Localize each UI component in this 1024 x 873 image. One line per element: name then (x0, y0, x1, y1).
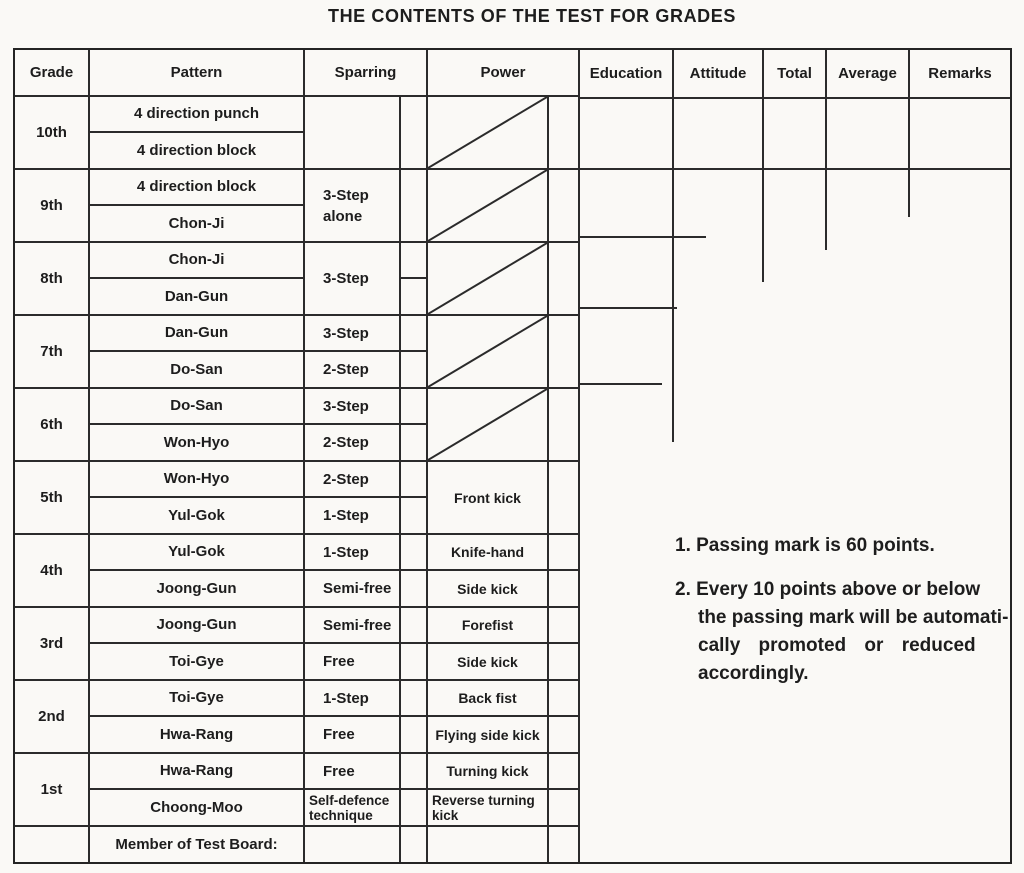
column-power (428, 50, 580, 862)
sparring-cell-1st-b: Self-defence technique (305, 790, 399, 827)
diagonal-strike-line (428, 97, 547, 168)
pattern-cell-1st-b: Choong-Moo (90, 790, 303, 827)
power-values-subcolumn (428, 97, 549, 862)
partial-row-line (580, 383, 662, 385)
pattern-cell-4th-a: Yul-Gok (90, 535, 303, 571)
grade-cell-3rd: 3rd (15, 608, 88, 681)
pattern-cell-7th-b: Do-San (90, 352, 303, 389)
header-grade: Grade (15, 50, 88, 97)
pattern-cell-9th-a: 4 direction block (90, 170, 303, 206)
note-line: 2. Every 10 points above or below (675, 579, 981, 600)
note-line: accordingly. (698, 663, 809, 684)
column-grade (15, 50, 90, 862)
sparring-cell-4th-b: Semi-free (305, 571, 399, 608)
sparring-cell-10th (305, 97, 399, 170)
row-divider-line (580, 168, 1010, 170)
power-cell-1st-a: Turning kick (428, 754, 547, 790)
score-box (401, 498, 426, 535)
sparring-cell-3rd-b: Free (305, 644, 399, 681)
pattern-cell-9th-b: Chon-Ji (90, 206, 303, 243)
score-box (549, 717, 578, 754)
header-remarks: Remarks (908, 50, 1010, 97)
score-box (549, 170, 578, 243)
score-box (401, 644, 426, 681)
grade-cell-8th: 8th (15, 243, 88, 316)
score-box (401, 535, 426, 571)
sparring-cell-7th-a: 3-Step (305, 316, 399, 352)
pattern-cell-6th-a: Do-San (90, 389, 303, 425)
score-box (401, 243, 426, 279)
scoring-header-row (580, 50, 1010, 99)
pattern-cell-6th-b: Won-Hyo (90, 425, 303, 462)
header-sparring: Sparring (305, 50, 426, 97)
sparring-cell-3rd-a: Semi-free (305, 608, 399, 644)
header-total: Total (762, 50, 825, 97)
score-box (549, 644, 578, 681)
pattern-cell-1st-a: Hwa-Rang (90, 754, 303, 790)
partial-column-line (762, 97, 764, 282)
score-box (401, 608, 426, 644)
score-box (549, 608, 578, 644)
score-box (549, 462, 578, 535)
power-cell-4th-b: Side kick (428, 571, 547, 608)
score-box (549, 97, 578, 170)
partial-column-line (672, 97, 674, 442)
diagonal-strike-line (428, 316, 547, 387)
pattern-cell-2nd-b: Hwa-Rang (90, 717, 303, 754)
score-box (401, 462, 426, 498)
power-cell-footer-empty (428, 827, 547, 862)
score-box (549, 681, 578, 717)
pattern-cell-2nd-a: Toi-Gye (90, 681, 303, 717)
note-promotion-rule (675, 576, 1009, 688)
score-box (401, 717, 426, 754)
header-attitude: Attitude (672, 50, 762, 97)
score-box (401, 352, 426, 389)
power-cell-2nd-b: Flying side kick (428, 717, 547, 754)
score-box (401, 571, 426, 608)
partial-column-line (908, 97, 910, 217)
header-power: Power (428, 50, 578, 97)
pattern-cell-8th-b: Dan-Gun (90, 279, 303, 316)
sparring-cell-2nd-a: 1-Step (305, 681, 399, 717)
pattern-cell-10th-a: 4 direction punch (90, 97, 303, 133)
score-box (401, 681, 426, 717)
grade-cell-10th: 10th (15, 97, 88, 170)
score-box (401, 827, 426, 862)
pattern-cell-5th-a: Won-Hyo (90, 462, 303, 498)
notes-block (675, 532, 1009, 688)
score-box (401, 97, 426, 170)
score-box (401, 754, 426, 790)
sparring-cell-5th-a: 2-Step (305, 462, 399, 498)
partial-column-line (825, 97, 827, 250)
grades-table (13, 48, 1012, 864)
score-box (401, 170, 426, 243)
score-box (549, 535, 578, 571)
power-crossed-cell-9th (428, 170, 547, 243)
grade-cell-4th: 4th (15, 535, 88, 608)
diagonal-strike-line (428, 389, 547, 460)
sparring-cell-1st-a: Free (305, 754, 399, 790)
note-line: cally promoted or reduced (698, 635, 976, 656)
sparring-cell-8th: 3-Step (305, 243, 399, 316)
grade-cell-1st: 1st (15, 754, 88, 827)
grade-cell-5th: 5th (15, 462, 88, 535)
power-crossed-cell-8th (428, 243, 547, 316)
score-box (549, 754, 578, 790)
sparring-cell-5th-b: 1-Step (305, 498, 399, 535)
note-passing-mark: 1. Passing mark is 60 points. (675, 535, 935, 556)
header-education: Education (589, 65, 663, 82)
score-box (549, 389, 578, 462)
diagonal-strike-line (428, 243, 547, 314)
power-crossed-cell-10th (428, 97, 547, 170)
sparring-values-subcolumn (305, 97, 401, 862)
pattern-cell-5th-b: Yul-Gok (90, 498, 303, 535)
power-crossed-cell-6th (428, 389, 547, 462)
column-pattern (90, 50, 305, 862)
power-score-subcolumn (549, 97, 578, 862)
power-cell-3rd-b: Side kick (428, 644, 547, 681)
sparring-cell-2nd-b: Free (305, 717, 399, 754)
score-box (401, 389, 426, 425)
sparring-cell-6th-a: 3-Step (305, 389, 399, 425)
pattern-cell-8th-a: Chon-Ji (90, 243, 303, 279)
score-box (401, 316, 426, 352)
grade-cell-9th: 9th (15, 170, 88, 243)
member-of-test-board-cell: Member of Test Board: (115, 835, 278, 853)
score-box (549, 316, 578, 389)
power-cell-5th: Front kick (428, 462, 547, 535)
note-line: the passing mark will be automati- (698, 607, 1009, 628)
sparring-cell-7th-b: 2-Step (305, 352, 399, 389)
score-box (549, 790, 578, 827)
diagonal-strike-line (428, 170, 547, 241)
power-cell-4th-a: Knife-hand (428, 535, 547, 571)
power-crossed-cell-7th (428, 316, 547, 389)
power-cell-2nd-a: Back fist (428, 681, 547, 717)
sparring-cell-4th-a: 1-Step (305, 535, 399, 571)
header-average: Average (825, 50, 908, 97)
score-box (549, 243, 578, 316)
page-title: THE CONTENTS OF THE TEST FOR GRADES (327, 6, 736, 26)
grade-cell-2nd: 2nd (15, 681, 88, 754)
score-box (401, 790, 426, 827)
power-cell-1st-b: Reverse turning kick (428, 790, 547, 827)
partial-row-line (580, 307, 677, 309)
header-pattern: Pattern (90, 50, 303, 97)
sparring-cell-6th-b: 2-Step (305, 425, 399, 462)
score-box (549, 827, 578, 862)
score-box (401, 425, 426, 462)
score-box (549, 571, 578, 608)
sparring-cell-footer-empty (305, 827, 399, 862)
sparring-score-subcolumn (401, 97, 426, 862)
grade-cell-7th: 7th (15, 316, 88, 389)
sparring-cell-9th: 3-Step alone (305, 170, 399, 243)
column-sparring (305, 50, 428, 862)
pattern-cell-7th-a: Dan-Gun (90, 316, 303, 352)
score-box (401, 279, 426, 316)
partial-row-line (580, 236, 706, 238)
grade-cell-6th: 6th (15, 389, 88, 462)
pattern-cell-10th-b: 4 direction block (90, 133, 303, 170)
grade-cell-footer-empty (15, 827, 88, 862)
pattern-cell-3rd-b: Toi-Gye (90, 644, 303, 681)
power-cell-3rd-a: Forefist (428, 608, 547, 644)
scoring-section (580, 50, 1010, 862)
pattern-cell-3rd-a: Joong-Gun (90, 608, 303, 644)
pattern-cell-4th-b: Joong-Gun (90, 571, 303, 608)
